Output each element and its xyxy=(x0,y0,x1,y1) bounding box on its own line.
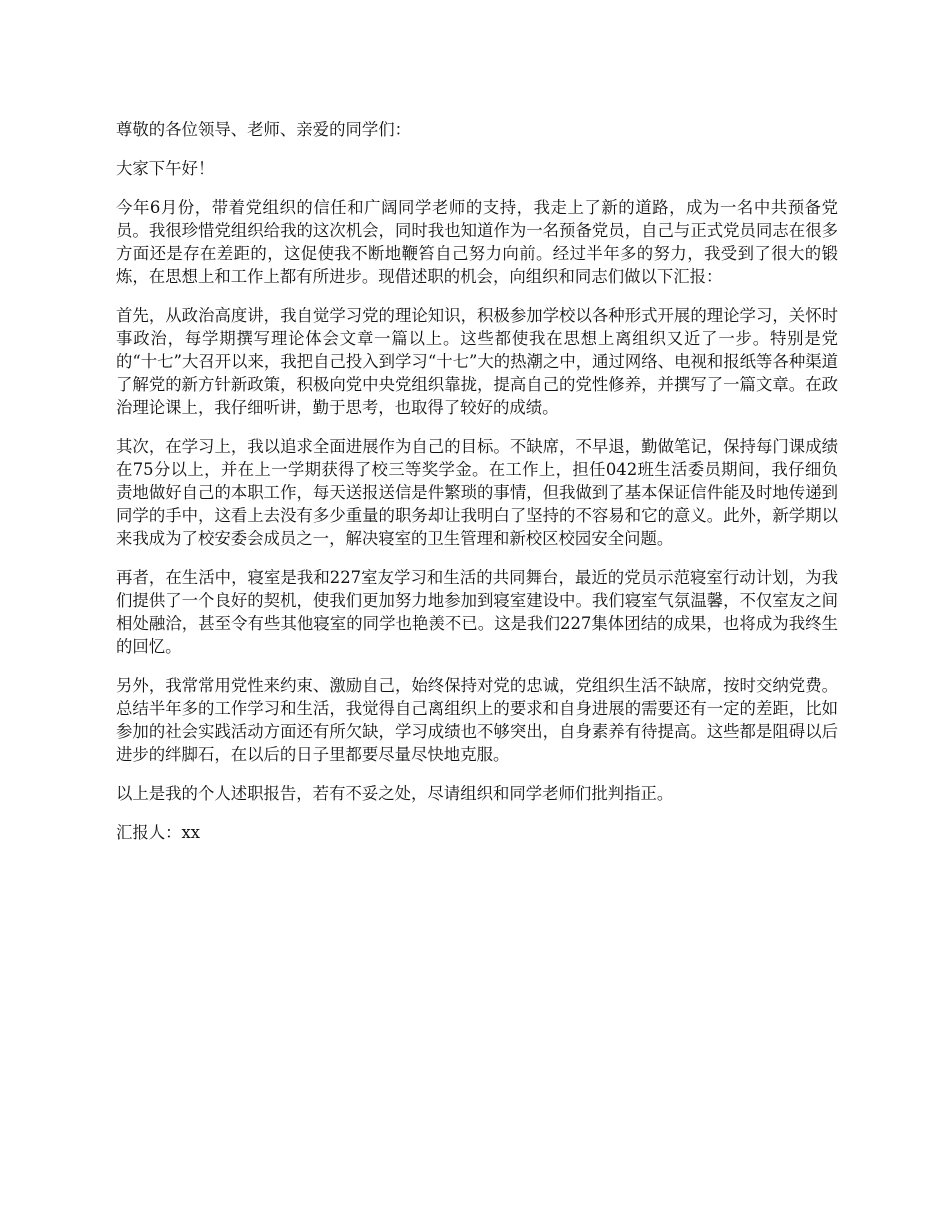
paragraph-politics: 首先，从政治高度讲，我自觉学习党的理论知识，积极参加学校以各种形式开展的理论学习，关怀时事政治，每学期撰写理论体会文章一篇以上。这些都使我在思想上离组织又近了一步。特别是党的“十七”大召开以来，我把自己投入到学习“十七”大的热潮之中，通过网络、电视和报纸等各种渠道了解党的新方针新政策，积极向党中央党组织靠拢，提高自己的党性修养，并撰写了一篇文章。在政治理论课上，我仔细听讲，勤于思考，也取得了较好的成绩。 xyxy=(116,306,838,417)
paragraph-intro: 今年6月份，带着党组织的信任和广阔同学老师的支持，我走上了新的道路，成为一名中共预备党员。我很珍惜党组织给我的这次机会，同时我也知道作为一名预备党员，自己与正式党员同志在很多方面还是存在差距的，这促使我不断地鞭笞自己努力向前。经过半年多的努力，我受到了很大的锻炼，在思想上和工作上都有所进步。现借述职的机会，向组织和同志们做以下汇报： xyxy=(116,198,838,286)
salutation: 大家下午好！ xyxy=(116,159,215,178)
greeting: 尊敬的各位领导、老师、亲爱的同学们： xyxy=(116,120,412,139)
paragraph-study-work: 其次，在学习上，我以追求全面进展作为自己的目标。不缺席，不早退，勤做笔记，保持每门课成绩在75分以上，并在上一学期获得了校三等奖学金。在工作上，担任042班生活委员期间，我仔细负责地做好自己的本职工作，每天送报送信是件繁琐的事情，但我做到了基本保证信件能及时地传递到同学的手中，这看上去没有多少重量的职务却让我明白了坚持的不容易和它的意义。此外，新学期以来我成为了校安委会成员之一，解决寝室的卫生管理和新校区校园安全问题。 xyxy=(116,437,838,548)
paragraph-self-reflection: 另外，我常常用党性来约束、激励自己，始终保持对党的忠诚，党组织生活不缺席，按时交纳党费。总结半年多的工作学习和生活，我觉得自己离组织上的要求和自身进展的需要还有一定的差距，比如参加的社会实践活动方面还有所欠缺，学习成绩也不够突出，自身素养有待提高。这些都是阻碍以后进步的绊脚石，在以后的日子里都要尽量尽快地克服。 xyxy=(116,676,838,764)
signature: 汇报人：xx xyxy=(116,823,201,842)
closing: 以上是我的个人述职报告，若有不妥之处，尽请组织和同学老师们批判指正。 xyxy=(116,784,674,803)
document-body xyxy=(116,118,838,860)
paragraph-life: 再者，在生活中，寝室是我和227室友学习和生活的共同舞台，最近的党员示范寝室行动计划，为我们提供了一个良好的契机，使我们更加努力地参加到寝室建设中。我们寝室气氛温馨，不仅室友之间相处融洽，甚至令有些其他寝室的同学也艳羡不已。这是我们227集体团结的成果，也将成为我终生的回忆。 xyxy=(116,568,838,656)
